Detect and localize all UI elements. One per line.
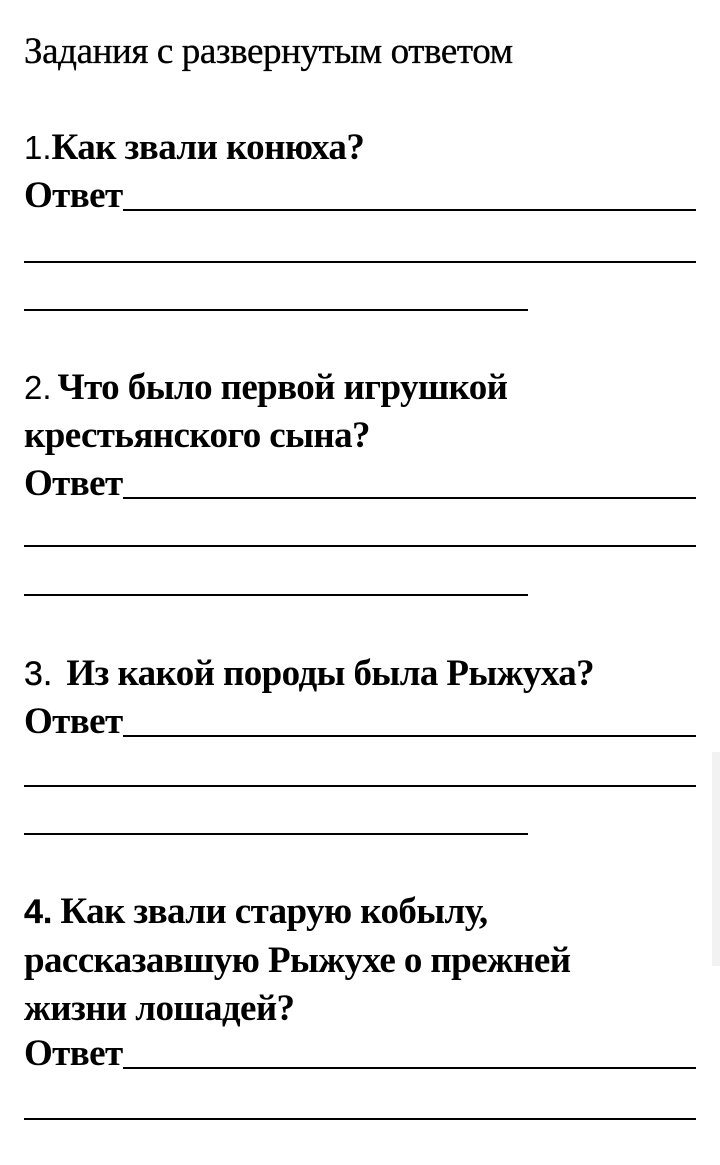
question-3-text: Из какой породы была Рыжуха? [66,653,595,694]
question-3-number: 3. [24,655,53,693]
question-4-line-2: рассказавшую Рыжухе о прежней [24,940,571,981]
question-1-number: 1. [24,129,52,166]
question-4-number: 4. [24,893,53,931]
page-title: Задания с развернутым ответом [24,31,513,72]
question-2-answer-line-2[interactable] [24,545,696,547]
question-4-answer-line [123,1066,696,1069]
question-3-answer-line-3[interactable] [24,833,528,835]
question-4-line-3: жизни лошадей? [24,988,295,1029]
question-3-answer-field[interactable] [24,698,696,746]
question-2-answer-line [123,496,696,499]
question-4-text-1: Как звали старую кобылу, [60,891,488,932]
page-edge-shadow [712,752,720,966]
question-3-answer-line [123,734,696,737]
question-4-line-1 [24,888,488,936]
question-2-line-1 [24,364,507,412]
question-2-answer-line-3[interactable] [24,594,528,596]
question-2-text-1: Что было первой игрушкой [57,367,508,408]
question-2-answer-field[interactable] [24,460,696,508]
question-2-number: 2. [24,369,52,406]
question-1-answer-line-2[interactable] [24,261,696,263]
question-2-answer-label: Ответ [24,463,123,504]
question-1-answer-line-3[interactable] [24,309,528,311]
question-3-answer-line-2[interactable] [24,785,696,787]
question-1-line-1 [24,124,364,172]
question-3-answer-label: Ответ [24,701,123,742]
question-4-answer-line-2[interactable] [24,1118,696,1120]
question-4-answer-field[interactable] [24,1030,696,1078]
question-4-answer-label: Ответ [24,1033,123,1074]
question-3-line-1 [24,650,594,698]
question-1-answer-label: Ответ [24,175,123,216]
question-1-answer-field[interactable] [24,172,696,220]
question-1-answer-line [123,208,696,211]
question-1-text: Как звали конюха? [51,127,365,168]
question-2-line-2: крестьянского сына? [24,415,370,456]
